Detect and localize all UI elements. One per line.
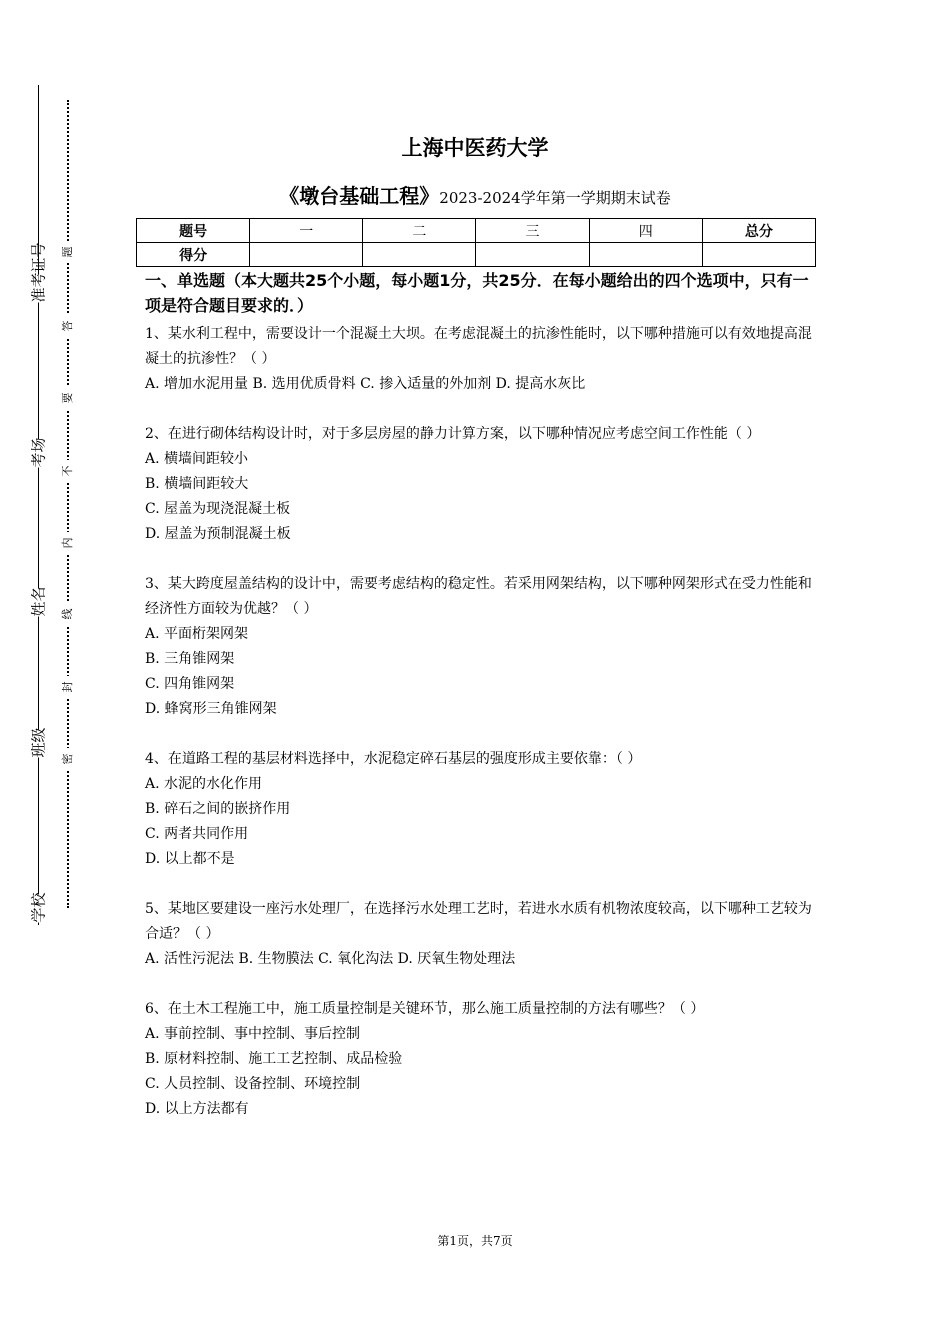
question-option: A. 平面桁架网架 (145, 626, 249, 642)
score-table (136, 218, 816, 267)
question-block (145, 422, 817, 547)
question-stem: 5、某地区要建设一座污水处理厂，在选择污水处理工艺时，若进水水质有机物浓度较高，以下哪种工艺较为合适？（ ） (145, 901, 812, 942)
question-option: C. 四角锥网架 (145, 676, 235, 692)
exam-title (0, 180, 950, 209)
question-option: A. 横墙间距较小 (145, 451, 249, 467)
question-option: A. 事前控制、事中控制、事后控制 (145, 1026, 361, 1042)
score-cell[interactable] (476, 243, 589, 267)
question-option: C. 屋盖为现浇混凝土板 (145, 501, 291, 517)
university-title: 上海中医药大学 (401, 136, 549, 160)
field-name: 姓名 (29, 586, 48, 617)
score-cell[interactable] (702, 243, 815, 267)
question-option: D. 以上方法都有 (145, 1101, 249, 1117)
field-school: 学校 (29, 892, 48, 923)
score-cell: 二 (363, 219, 476, 243)
question-block (145, 897, 817, 972)
question-option: D. 屋盖为预制混凝土板 (145, 526, 291, 542)
score-cell: 三 (476, 219, 589, 243)
question-option: A. 活性污泥法 B. 生物膜法 C. 氧化沟法 D. 厌氧生物处理法 (145, 951, 516, 967)
question-content (145, 268, 817, 1147)
binding-dotted-line (67, 100, 69, 908)
seal-char: 答 (59, 315, 75, 337)
score-table-score-row (137, 243, 816, 267)
seal-char: 不 (59, 460, 75, 482)
question-option: B. 三角锥网架 (145, 651, 235, 667)
seal-char: 内 (59, 532, 75, 554)
score-cell: 一 (250, 219, 363, 243)
field-exam-room: 考场 (29, 437, 48, 468)
field-exam-number: 准考证号 (29, 242, 48, 303)
question-option: D. 蜂窝形三角锥网架 (145, 701, 277, 717)
question-block (145, 997, 817, 1122)
page-number: 第1页，共7页 (437, 1234, 513, 1248)
question-block (145, 322, 817, 397)
question-option: B. 横墙间距较大 (145, 476, 249, 492)
question-block (145, 572, 817, 722)
score-table-header-row (137, 219, 816, 243)
question-stem: 6、在土木工程施工中，施工质量控制是关键环节，那么施工质量控制的方法有哪些？（ ） (145, 1001, 705, 1017)
seal-char: 封 (59, 676, 75, 698)
question-option: D. 以上都不是 (145, 851, 235, 867)
seal-char: 题 (59, 241, 75, 263)
question-option: A. 增加水泥用量 B. 选用优质骨料 C. 掺入适量的外加剂 D. 提高水灰比 (145, 376, 586, 392)
score-cell: 四 (589, 219, 702, 243)
score-cell: 得分 (137, 243, 250, 267)
seal-char: 要 (59, 387, 75, 409)
question-option: C. 两者共同作用 (145, 826, 249, 842)
question-option: C. 人员控制、设备控制、环境控制 (145, 1076, 361, 1092)
score-cell[interactable] (250, 243, 363, 267)
score-cell: 总分 (702, 219, 815, 243)
section-title: 一、单选题（本大题共25个小题，每小题1分，共25分．在每小题给出的四个选项中，只有一项是符合题目要求的．） (145, 271, 809, 315)
field-class: 班级 (29, 727, 48, 758)
seal-char: 密 (59, 748, 75, 770)
seal-char: 线 (59, 603, 75, 625)
binding-solid-line (38, 85, 39, 925)
question-option: B. 碎石之间的嵌挤作用 (145, 801, 291, 817)
score-cell[interactable] (589, 243, 702, 267)
question-stem: 3、某大跨度屋盖结构的设计中，需要考虑结构的稳定性。若采用网架结构，以下哪种网架形式在受力性能和经济性方面较为优越？（ ） (145, 576, 812, 617)
term-label: 2023-2024学年第一学期期末试卷 (439, 189, 671, 207)
question-stem: 1、某水利工程中，需要设计一个混凝土大坝。在考虑混凝土的抗渗性能时，以下哪种措施可以有效地提高混凝土的抗渗性？（ ） (145, 326, 812, 367)
question-stem: 2、在进行砌体结构设计时，对于多层房屋的静力计算方案，以下哪种情况应考虑空间工作性能（ ） (145, 426, 761, 442)
question-option: B. 原材料控制、施工工艺控制、成品检验 (145, 1051, 403, 1067)
score-cell[interactable] (363, 243, 476, 267)
question-option: A. 水泥的水化作用 (145, 776, 263, 792)
course-name: 《墩台基础工程》 (279, 184, 440, 208)
question-stem: 4、在道路工程的基层材料选择中，水泥稳定碎石基层的强度形成主要依靠：（ ） (145, 751, 642, 767)
score-cell: 题号 (137, 219, 250, 243)
question-block (145, 747, 817, 872)
